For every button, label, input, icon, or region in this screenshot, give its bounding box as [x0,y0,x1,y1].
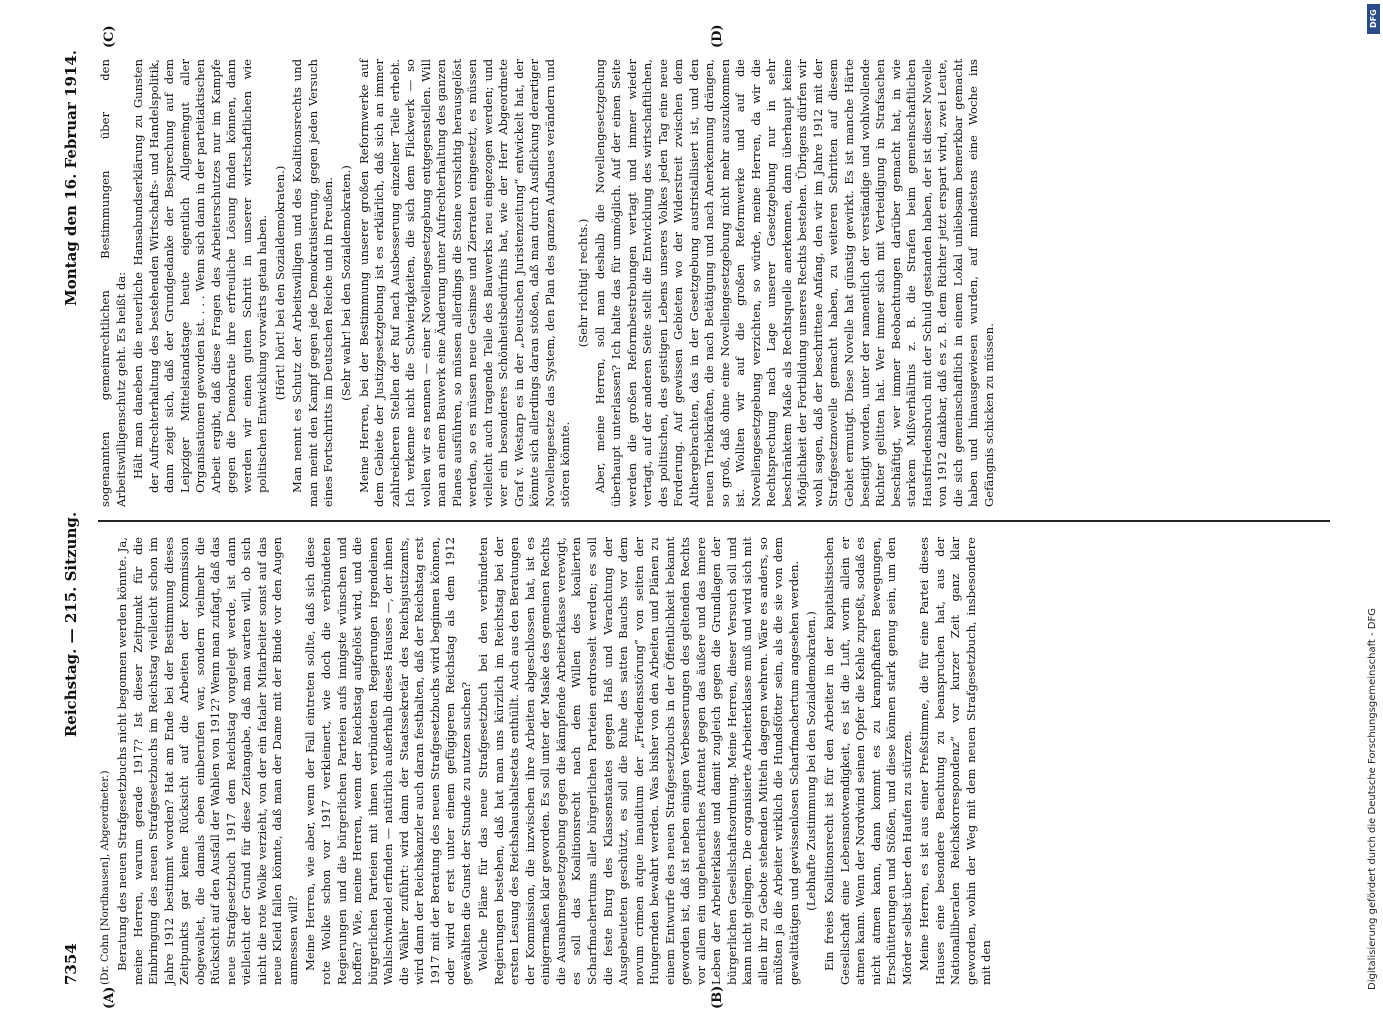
paragraph: Welche Pläne für das neue Strafgesetzbuch bei den verbündeten Regierungen bestehen, daß hat man uns kürzlich im Reichstag bei der ersten Lesung des Reichshaushaltsetats enthüllt. Auch aus den Beratungen der Kommission, die inzwischen ihre Arbeiten abgeschlossen hat, ist es einigermaßen klar geworden. Es soll unter der Maske des gemeinen Rechts die Ausnahmegesetzgebung gegen die kämpfende Arbeiterklasse verewigt, es soll das Koalitionsrecht nach dem Willen des koalierten Scharfmachertums aller bürgerlichen Parteien erdrosselt werden; es soll die feste Burg des Klassenstaates gegen Haß und Verachtung der Ausgebeuteten geschützt, es soll die Ruhe des satten Bauchs vor dem novum crimen atque inauditum der „Friedensstörung“ von seiten der Hungernden bewahrt werden. Was bisher von den Arbeiten und Plänen zu einem Entwurfe des neuen Strafgesetzbuchs in der Öffentlichkeit bekannt geworden ist, daß ist neben einigen Verbesserungen des geltenden Rechts vor allem ein ungeheuerliches Attentat gegen das äußere und das innere Leben der Arbeiterklasse und damit zugleich gegen die Grundlagen der bürgerlichen Gesellschaftsordnung. Meine Herren, dieser Versuch soll und kann nicht gelingen. Die organisierte Arbeiterklasse muß und wird sich mit allen ihr zu Gebote stehenden Mitteln dagegen wehren. Wäre es anders, so müßten ja die Arbeiter wirklich die Hundsfötter sein, als die sie von dem gewalttätigen und gewissenlosen Scharfmachertum angesehen werden. [476,537,801,985]
interjection-note: (Sehr richtig! rechts.) [575,218,590,348]
paragraph: sogenannten gemeinrechtlichen Bestimmungen über den Arbeitswilligenschutz geht. Es heißt da: [98,59,128,507]
paragraph: Man nennt es Schutz der Arbeitswilligen und des Koalitionsrechts und man meint den Kampf gegen jede Demokratisierung, gegen jeden Versuch eines Fortschritts im Deutschen Reiche und in Preußen. [290,59,336,507]
paragraph: Meine Herren, wie aber, wenn der Fall eintreten sollte, daß sich diese rote Wolke schon vor 1917 verkleinert, wie doch die verbündeten Regierungen und die bürgerlichen Parteien aufs innigste wünschen und hoffen? Wie, meine Herren, wenn der Reichstag aufgelöst wird, und die bürgerlichen Parteien mit ihnen verbündeten Regierungen irgendeinen Wahlschwindel erfinden — natürlich außerhalb dieses Hauses —, der ihnen die Wähler zuführt: wird dann der Staatssekretär des Reichsjustizamts, wird dann der Reichskanzler auch daran festhalten, daß der Reichstag erst 1917 mit der Beratung des neuen Strafgesetzbuchs wird beginnen können, oder wird er erst unter einem gefügigeren Reichstag als dem 1912 gewählten die Gunst der Stunde zu nutzen suchen? [303,537,473,985]
quote-paragraph: Hält man daneben die neuerliche Hansabundserklärung zu Gunsten der Aufrechterhaltung des bestehenden Wirtschafts- und Handelspolitik, dann zeigt sich, daß der Grundgedanke der Besprechung auf dem Leipziger Mittelstandstage heute eigentlich Allgemeingut aller Organisationen geworden ist. . . . Wenn sich dann in der parteitaktischen Arbeit ergibt, daß diese Fragen des Arbeiterschutzes nur im Kampfe gegen die Demokratie ihre erfreuliche Lösung finden können, dann werden wir einen guten Schritt in unserer wirtschaftlichen wie politischen Entwicklung vorwärts getan haben. [131,59,270,493]
digitization-credit [1367,10,1379,990]
text-column-right [98,59,999,507]
margin-letter-c: (C) [102,25,117,48]
column-divider [98,520,1330,522]
margin-letter-b: (B) [710,985,725,1009]
credit-text: Digitalisierung gefördert durch die Deutsche Forschungsgemeinschaft - DFG [1367,607,1378,990]
page-header [50,50,92,985]
speaker-line: (Dr. Cohn [Nordhausen], Abgeordneter.) [99,770,111,985]
margin-letter-d: (D) [710,24,725,48]
paragraph: Aber, meine Herren, soll man deshalb die Novellengesetzgebung überhaupt unterlassen? Ich halte das für unmöglich. Auf der einen Seite werden die großen Reformbestrebungen vertagt und immer wieder vertagt, auf der anderen Seite stellt die Entwicklung des wirtschaftlichen, des politischen, des geistigen Lebens unseres Volkes jeden Tag eine neue Forderung. Auf gewissen Gebieten wo der Widerstreit zwischen dem Althergebrachten, das in der Gesetzgebung austristallisiert ist, und den neuen Triebkräften, die nach Betätigung und nach Anerkennung drängen, so groß, daß ohne eine Novellengesetzgebung nicht mehr auszukommen ist. Wollten wir auf die großen Reformwerke und auf die Novellengesetzgebung verzichten, so würde, meine Herren, da wir die Rechtsprechung nach Lage unserer Gesetzgebung nur in sehr beschränktem Maße als Rechtsquelle anerkennen, dann überhaupt keine Möglichkeit der Fortbildung unseres Rechts bestehen. Übrigens dürfen wir wohl sagen, daß der beschrittene Anfang, den wir im Jahre 1912 mit der Strafgesetznovelle gemacht haben, zu weiteren Schritten auf diesem Gebiet ermutigt. Diese Novelle hat günstig gewirkt. Es ist manche Härte beseitigt worden, unter der namentlich der verständige und wohlwollende Richter gelitten hat. Wer immer sich mit Verteidigung in Strafsachen beschäftigt, wer immer Beobachtungen darüber gemacht hat, in wie starkem Mißverhältnis z. B. die Strafen beim gemeinschaftlichen Hausfriedensbruch mit der Schuld gestanden haben, der ist dieser Novelle von 1912 dankbar, daß es z. B. dem Richter jetzt erspart wird, zwei Leute, die sich gemeinschaftlich in einem Lokal unliebsam bemerkbar gemacht haben und hinausgewiesen wurden, auf mindestens eine Woche ins Gefängnis schicken zu müssen. [593,59,996,507]
interjection-note: (Lebhafte Zustimmung bei den Sozialdemokraten.) [804,611,819,911]
session-title: Reichstag. — 215. Sitzung. [62,511,80,738]
paragraph: Meine Herren, bei der Bestimmung unserer großen Reformwerke auf dem Gebiete der Justizgesetzgebung ist es erklärlich, daß sich an immer zahlreicheren Stellen der Ruf nach Ausbesserung einzelner Teile erhebt. Ich verkenne nicht die Schwierigkeiten, die sich dem Flickwerk — so wollen wir es nennen — einer Novellengesetzgebung entgegenstellen. Will man an einem Bauwerk eine Änderung unter Aufrechterhaltung des ganzen Planes ausführen, so müssen allerdings die Steine vorsichtig herausgelöst werden, so es müssen neue Gesimse und Zierraten eingesetzt, es müssen vielleicht auch tragende Teile des Bauwerks neu eingezogen werden; und wer ein besonderes Schönheitsbedürfnis hat, wie der Herr Abgeordnete Graf v. Westarp es in der „Deutschen Juristenzeitung“ entwickelt hat, der könnte sich allerdings daran stoßen, daß man durch Ausflickung derartiger Novellengesetze das System, den Plan des ganzen Aufbaues verändern und stören könnte. [356,59,573,507]
dfg-logo: DFG [1367,4,1380,34]
paragraph: Beratung des neuen Strafgesetzbuchs nicht begonnen werden könnte. Ja, meine Herren, warum gerade 1917? Ist dieser Zeitpunkt für die Einbringung des neuen Strafgesetzbuchs im Reichstag vielleicht schon im Jahre 1912 bestimmt worden? Hat am Ende bei der Bestimmung dieses Zeitpunkts gar keine Rücksicht auf die Arbeiten der Kommission obgewaltet, die damals eben einberufen war, sondern vielmehr die Rücksicht auf den Ausfall der Wahlen von 1912? Wenn man zufagt, daß das neue Strafgesetzbuch 1917 dem Reichstag vorgelegt werde, ist dann vielleicht der Grund für diese Zeitangabe, daß man warten will, ob sich nicht die rote Wolke verzieht, von der ein fataler Mitarbeiter sonst auf das neue Kleid fallen könnte, daß man der Dame mit der Binde vor den Augen anmessen will? [115,537,300,985]
text-column-left [98,537,997,985]
interjection-note: (Hört! hört! bei den Sozialdemokraten.) [272,165,287,401]
paragraph: Ein freies Koalitionsrecht ist für den Arbeiter in der kapitalistischen Gesellschaft eine Lebensnotwendigkeit, es ist die Luft, worin allein er atmen kann. Wenn der Nordwind seinen Opfer die Kehle zupreßt, sodaß es nicht atmen kann, dann kommt es zu krampfhaften Bewegungen, Erschütterungen und Stößen, und diese können stark genug sein, um den Mörder selbst über den Haufen zu stürzen. [821,537,914,985]
margin-letter-a: (A) [102,986,117,1009]
interjection-note: (Sehr wahr! bei den Sozialdemokraten.) [338,165,353,401]
page-number: 7354 [62,943,80,985]
date-title: Montag den 16. Februar 1914. [62,50,80,306]
paragraph: Meine Herren, es ist aus einer Preßstimme, die für eine Partei dieses Hauses eine besondere Beachtung zu beanspruchen hat, aus der Nationalliberalen Reichskorrespondenz“ vor kurzer Zeit ganz klar geworden, wohin der Weg mit dem neuen Strafgesetzbuch, insbesondere mit den [917,537,994,985]
rotated-page [50,24,1330,1009]
